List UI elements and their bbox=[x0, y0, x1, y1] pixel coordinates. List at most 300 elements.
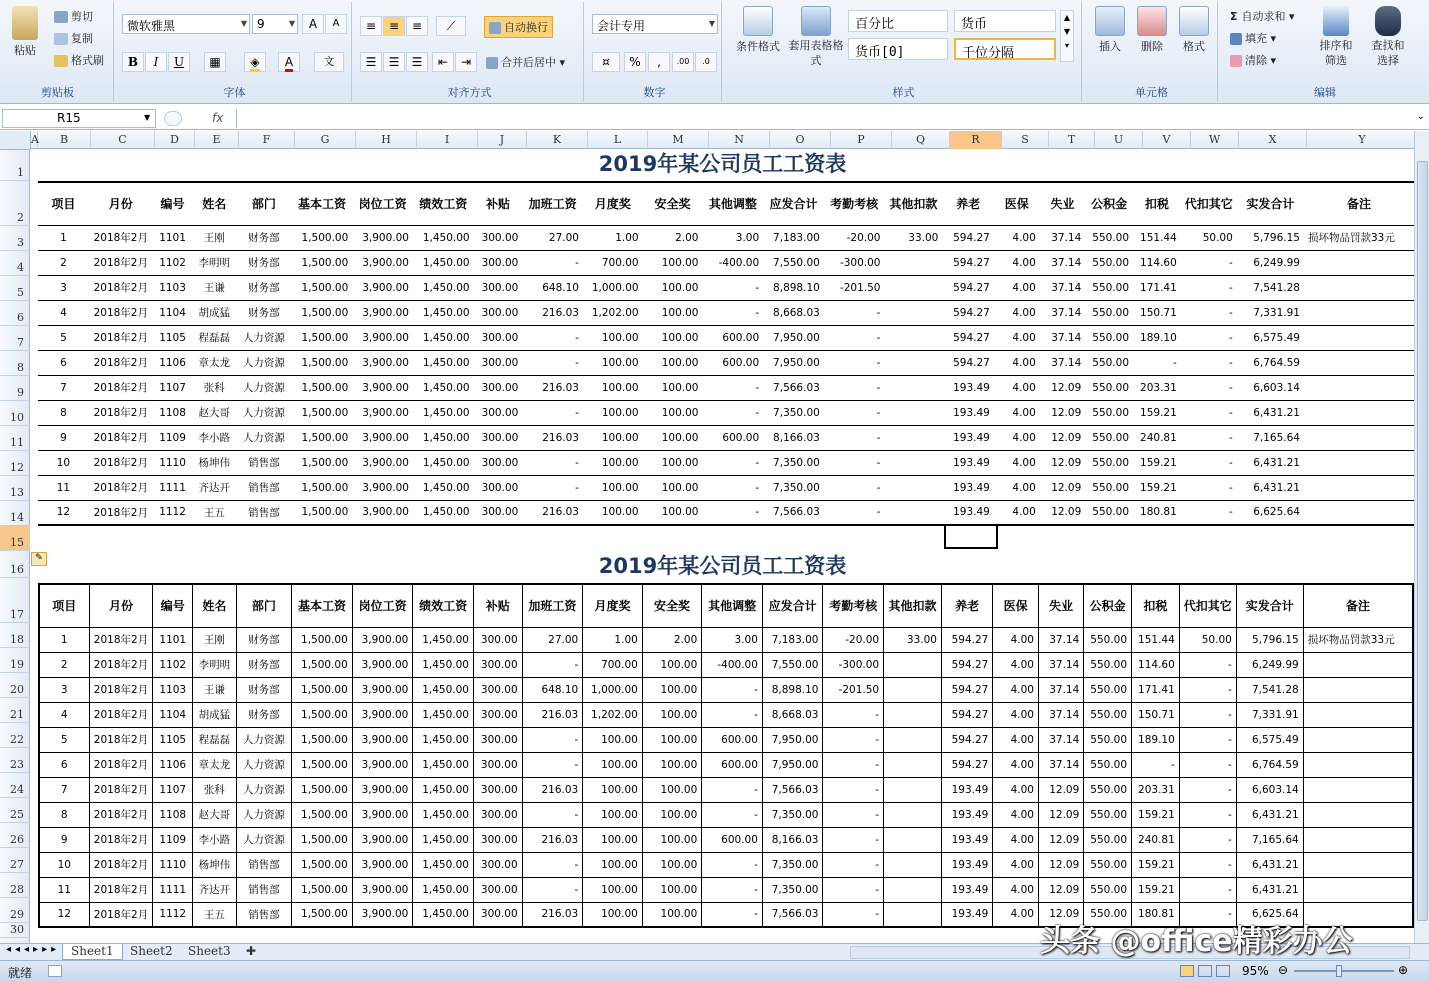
table-cell[interactable]: 159.21 bbox=[1132, 877, 1180, 902]
row-header-8[interactable]: 8 bbox=[0, 351, 30, 376]
column-header-t[interactable]: T bbox=[1049, 131, 1095, 149]
table-cell[interactable]: 100.00 bbox=[642, 702, 701, 727]
table-cell[interactable]: 2018年2月 bbox=[89, 877, 153, 902]
table-cell[interactable]: 594.27 bbox=[942, 325, 994, 350]
table-cell[interactable]: 6,575.49 bbox=[1236, 727, 1303, 752]
table-cell[interactable]: 4.00 bbox=[994, 450, 1040, 475]
table-cell[interactable]: -201.50 bbox=[824, 275, 885, 300]
table-cell[interactable]: 300.00 bbox=[473, 902, 522, 927]
grow-font-button[interactable]: A bbox=[302, 14, 324, 34]
format-painter-button[interactable]: 格式刷 bbox=[54, 52, 104, 68]
column-heading[interactable]: 考勤考核 bbox=[824, 182, 885, 225]
table-cell[interactable]: 3,900.00 bbox=[352, 877, 413, 902]
table-cell[interactable]: 1104 bbox=[153, 702, 193, 727]
row-header-22[interactable]: 22 bbox=[0, 723, 30, 748]
table-cell[interactable]: - bbox=[522, 877, 583, 902]
table-cell[interactable]: 193.49 bbox=[941, 827, 992, 852]
table-cell[interactable]: 李小路 bbox=[192, 425, 236, 450]
table-cell[interactable]: 杨坤伟 bbox=[192, 450, 236, 475]
table-cell[interactable]: 159.21 bbox=[1133, 475, 1181, 500]
table-cell[interactable]: 2018年2月 bbox=[89, 325, 153, 350]
column-heading[interactable]: 安全奖 bbox=[643, 182, 703, 225]
table-cell[interactable]: 300.00 bbox=[473, 677, 522, 702]
table-cell[interactable] bbox=[1303, 752, 1413, 777]
table-cell[interactable]: 594.27 bbox=[942, 275, 994, 300]
row-header-28[interactable]: 28 bbox=[0, 873, 30, 898]
table-cell[interactable]: 3.00 bbox=[702, 627, 763, 652]
table-cell[interactable]: 550.00 bbox=[1085, 450, 1133, 475]
formula-input[interactable] bbox=[236, 109, 1412, 128]
table-cell[interactable]: 100.00 bbox=[583, 400, 643, 425]
table-cell[interactable]: 7,950.00 bbox=[763, 325, 824, 350]
table-cell[interactable]: - bbox=[703, 500, 764, 525]
table-cell[interactable]: 1,450.00 bbox=[413, 752, 474, 777]
table-cell[interactable]: 100.00 bbox=[643, 425, 703, 450]
table-cell[interactable]: 150.71 bbox=[1133, 300, 1181, 325]
table-cell[interactable]: 人力资源 bbox=[236, 400, 292, 425]
table-cell[interactable]: 2018年2月 bbox=[89, 852, 153, 877]
table-cell[interactable]: 550.00 bbox=[1085, 350, 1133, 375]
column-heading[interactable]: 补贴 bbox=[474, 182, 523, 225]
table-cell[interactable]: 550.00 bbox=[1085, 225, 1133, 250]
table-cell[interactable]: 7,350.00 bbox=[762, 877, 823, 902]
table-cell[interactable] bbox=[884, 375, 942, 400]
table-cell[interactable]: 550.00 bbox=[1085, 400, 1133, 425]
table-cell[interactable]: 1,500.00 bbox=[292, 752, 353, 777]
table-cell[interactable]: 216.03 bbox=[522, 300, 583, 325]
table-cell[interactable]: 2018年2月 bbox=[89, 225, 153, 250]
column-heading[interactable]: 安全奖 bbox=[642, 584, 701, 627]
table-cell[interactable]: 12 bbox=[38, 500, 89, 525]
table-cell[interactable]: 1,450.00 bbox=[413, 475, 474, 500]
table-cell[interactable]: 人力资源 bbox=[236, 727, 292, 752]
table-cell[interactable]: 27.00 bbox=[522, 627, 583, 652]
table-cell[interactable]: 300.00 bbox=[474, 325, 523, 350]
column-heading[interactable]: 岗位工资 bbox=[352, 182, 413, 225]
table-cell[interactable]: 100.00 bbox=[642, 902, 701, 927]
table-cell[interactable]: 100.00 bbox=[642, 727, 701, 752]
table-cell[interactable]: 3,900.00 bbox=[352, 777, 413, 802]
table-cell[interactable]: 37.14 bbox=[1040, 225, 1085, 250]
table-cell[interactable]: 2 bbox=[38, 250, 89, 275]
table-cell[interactable]: 594.27 bbox=[942, 225, 994, 250]
table-cell[interactable]: 300.00 bbox=[474, 350, 523, 375]
table-cell[interactable]: 1102 bbox=[153, 652, 193, 677]
view-layout-icon[interactable] bbox=[1198, 965, 1212, 977]
table-cell[interactable]: - bbox=[1179, 827, 1236, 852]
table-cell[interactable]: 100.00 bbox=[642, 852, 701, 877]
namebox-dropdown-icon[interactable]: ▼ bbox=[144, 113, 151, 122]
phonetic-button[interactable]: 文 bbox=[314, 52, 344, 72]
table-cell[interactable]: 1,500.00 bbox=[292, 877, 353, 902]
style-currency[interactable]: 货币 bbox=[954, 10, 1056, 32]
column-header-o[interactable]: O bbox=[770, 131, 831, 149]
table-cell[interactable]: - bbox=[522, 752, 583, 777]
table-cell[interactable]: 100.00 bbox=[643, 250, 703, 275]
table-cell[interactable]: - bbox=[1132, 752, 1180, 777]
column-heading[interactable]: 姓名 bbox=[192, 182, 236, 225]
column-header-j[interactable]: J bbox=[478, 131, 527, 149]
table-cell[interactable]: 1105 bbox=[153, 325, 193, 350]
table-cell[interactable]: 6,575.49 bbox=[1237, 325, 1304, 350]
row-header-17[interactable]: 17 bbox=[0, 578, 30, 623]
table-cell[interactable] bbox=[1304, 500, 1414, 525]
table-cell[interactable]: 1104 bbox=[153, 300, 193, 325]
table-cell[interactable]: 2018年2月 bbox=[89, 275, 153, 300]
column-heading[interactable]: 公积金 bbox=[1084, 584, 1132, 627]
table-cell[interactable]: 193.49 bbox=[942, 500, 994, 525]
table-cell[interactable] bbox=[1303, 852, 1413, 877]
table-cell[interactable]: 550.00 bbox=[1084, 777, 1132, 802]
table-cell[interactable]: 6,431.21 bbox=[1236, 877, 1303, 902]
table-cell[interactable]: 2018年2月 bbox=[89, 677, 153, 702]
table-cell[interactable]: 550.00 bbox=[1085, 500, 1133, 525]
sort-filter-button[interactable]: 排序和筛选 bbox=[1316, 6, 1356, 68]
table-cell[interactable]: 594.27 bbox=[942, 300, 994, 325]
table-cell[interactable]: - bbox=[1179, 902, 1236, 927]
row-header-9[interactable]: 9 bbox=[0, 376, 30, 401]
table-cell[interactable]: 37.14 bbox=[1040, 325, 1085, 350]
table-cell[interactable]: 100.00 bbox=[583, 852, 643, 877]
table-cell[interactable]: 180.81 bbox=[1132, 902, 1180, 927]
table-cell[interactable]: 193.49 bbox=[942, 375, 994, 400]
table-cell[interactable] bbox=[1303, 727, 1413, 752]
table-cell[interactable]: 程磊磊 bbox=[192, 325, 236, 350]
table-cell[interactable]: 7,183.00 bbox=[763, 225, 824, 250]
table-cell[interactable]: 648.10 bbox=[522, 677, 583, 702]
border-button[interactable] bbox=[204, 52, 226, 72]
style-currency-0[interactable]: 货币[0] bbox=[848, 38, 948, 60]
table-cell[interactable]: 7,550.00 bbox=[762, 652, 823, 677]
row-header-24[interactable]: 24 bbox=[0, 773, 30, 798]
table-cell[interactable]: - bbox=[1181, 325, 1237, 350]
table-cell[interactable]: -201.50 bbox=[823, 677, 884, 702]
table-cell[interactable]: 3,900.00 bbox=[352, 300, 413, 325]
table-cell[interactable]: 648.10 bbox=[522, 275, 583, 300]
table-cell[interactable]: 胡成猛 bbox=[193, 702, 237, 727]
wrap-text-button[interactable]: 自动换行 bbox=[484, 16, 553, 38]
table-cell[interactable]: 赵大哥 bbox=[192, 400, 236, 425]
table-cell[interactable]: 1108 bbox=[153, 802, 193, 827]
table-cell[interactable]: - bbox=[1181, 400, 1237, 425]
row-header-21[interactable]: 21 bbox=[0, 698, 30, 723]
table-cell[interactable]: - bbox=[522, 852, 583, 877]
table-cell[interactable] bbox=[1304, 350, 1414, 375]
table-cell[interactable]: 100.00 bbox=[643, 325, 703, 350]
row-header-3[interactable]: 3 bbox=[0, 226, 30, 251]
table-cell[interactable]: - bbox=[823, 777, 884, 802]
table-cell[interactable]: 550.00 bbox=[1084, 702, 1132, 727]
table-cell[interactable]: 37.14 bbox=[1038, 727, 1083, 752]
table-cell[interactable] bbox=[884, 300, 942, 325]
table-cell[interactable]: - bbox=[1181, 300, 1237, 325]
table-cell[interactable]: 4.00 bbox=[994, 300, 1040, 325]
vertical-scroll-thumb[interactable] bbox=[1417, 161, 1428, 921]
column-heading[interactable]: 实发合计 bbox=[1236, 584, 1303, 627]
table-cell[interactable]: - bbox=[1179, 777, 1236, 802]
table-cell[interactable]: - bbox=[824, 300, 885, 325]
table-cell[interactable]: 550.00 bbox=[1084, 677, 1132, 702]
table-cell[interactable]: 8,898.10 bbox=[762, 677, 823, 702]
accounting-format-button[interactable] bbox=[592, 52, 620, 72]
table-cell[interactable]: 销售部 bbox=[236, 450, 292, 475]
table-cell[interactable]: 1,450.00 bbox=[413, 902, 474, 927]
table-cell[interactable]: - bbox=[823, 852, 884, 877]
table-cell[interactable]: 1110 bbox=[153, 852, 193, 877]
table-cell[interactable]: 财务部 bbox=[236, 225, 292, 250]
table-cell[interactable]: 销售部 bbox=[236, 852, 292, 877]
table-cell[interactable]: 6,603.14 bbox=[1236, 777, 1303, 802]
table-cell[interactable]: 300.00 bbox=[474, 225, 523, 250]
table-cell[interactable]: 100.00 bbox=[643, 375, 703, 400]
table-cell[interactable]: 2018年2月 bbox=[89, 652, 153, 677]
table-cell[interactable]: 1,450.00 bbox=[413, 877, 474, 902]
column-header-d[interactable]: D bbox=[155, 131, 195, 149]
table-cell[interactable]: 1106 bbox=[153, 350, 193, 375]
table-cell[interactable]: 4.00 bbox=[993, 902, 1039, 927]
column-header-a[interactable]: A bbox=[31, 131, 38, 149]
table-cell[interactable]: 300.00 bbox=[474, 250, 523, 275]
table-cell[interactable] bbox=[884, 275, 942, 300]
table-cell[interactable]: 财务部 bbox=[236, 300, 292, 325]
table-cell[interactable]: 550.00 bbox=[1085, 325, 1133, 350]
table-cell[interactable]: 8,166.03 bbox=[763, 425, 824, 450]
table-cell[interactable]: 2018年2月 bbox=[89, 475, 153, 500]
table-cell[interactable] bbox=[884, 500, 942, 525]
table-cell[interactable] bbox=[1304, 300, 1414, 325]
table-cell[interactable]: 216.03 bbox=[522, 827, 583, 852]
table-cell[interactable]: 550.00 bbox=[1084, 852, 1132, 877]
table-cell[interactable]: 7,331.91 bbox=[1237, 300, 1304, 325]
font-size-combo[interactable]: 9 ▼ bbox=[252, 14, 298, 34]
align-left-button[interactable] bbox=[360, 52, 382, 72]
column-header-l[interactable]: L bbox=[588, 131, 648, 149]
paste-button[interactable]: 粘贴 bbox=[8, 6, 42, 58]
table-cell[interactable]: - bbox=[1179, 802, 1236, 827]
table-cell[interactable]: - bbox=[522, 652, 583, 677]
table-cell[interactable]: 财务部 bbox=[236, 702, 292, 727]
table-cell[interactable]: 6,625.64 bbox=[1237, 500, 1304, 525]
table-cell[interactable]: 3,900.00 bbox=[352, 400, 413, 425]
copy-button[interactable]: 复制 bbox=[54, 30, 93, 46]
table-cell[interactable]: - bbox=[702, 877, 763, 902]
cell-format-button[interactable]: 格式 bbox=[1176, 6, 1212, 54]
table-cell[interactable]: 2018年2月 bbox=[89, 802, 153, 827]
table-cell[interactable]: 100.00 bbox=[642, 802, 701, 827]
table-cell[interactable]: 1,450.00 bbox=[413, 827, 474, 852]
table-cell[interactable]: 300.00 bbox=[473, 627, 522, 652]
table-cell[interactable] bbox=[884, 777, 942, 802]
table-cell[interactable] bbox=[1303, 777, 1413, 802]
table-cell[interactable]: 159.21 bbox=[1132, 852, 1180, 877]
table-cell[interactable]: - bbox=[702, 802, 763, 827]
table-cell[interactable]: 594.27 bbox=[941, 702, 992, 727]
paste-options-icon[interactable]: ✎ bbox=[31, 552, 47, 566]
table-cell[interactable]: 300.00 bbox=[473, 652, 522, 677]
table-cell[interactable]: - bbox=[1133, 350, 1181, 375]
table-cell[interactable]: 550.00 bbox=[1084, 727, 1132, 752]
table-cell[interactable] bbox=[884, 852, 942, 877]
table-cell[interactable]: 300.00 bbox=[473, 827, 522, 852]
table-cell[interactable]: 2018年2月 bbox=[89, 425, 153, 450]
table-cell[interactable]: 人力资源 bbox=[236, 827, 292, 852]
table-cell[interactable]: 600.00 bbox=[703, 325, 764, 350]
table-cell[interactable]: 114.60 bbox=[1133, 250, 1181, 275]
table-cell[interactable]: 3,900.00 bbox=[352, 702, 413, 727]
column-heading[interactable]: 绩效工资 bbox=[413, 584, 474, 627]
table-cell[interactable]: 2018年2月 bbox=[89, 450, 153, 475]
table-cell[interactable]: 损坏物品罚款33元 bbox=[1304, 225, 1414, 250]
table-cell[interactable]: 1,450.00 bbox=[413, 325, 474, 350]
row-header-19[interactable]: 19 bbox=[0, 648, 30, 673]
column-heading[interactable]: 养老 bbox=[942, 182, 994, 225]
table-cell[interactable] bbox=[1304, 450, 1414, 475]
table-cell[interactable]: 人力资源 bbox=[236, 752, 292, 777]
table-cell[interactable]: 3,900.00 bbox=[352, 225, 413, 250]
table-cell[interactable] bbox=[884, 350, 942, 375]
table-cell[interactable]: 4 bbox=[38, 300, 89, 325]
table-cell[interactable]: 8 bbox=[39, 802, 89, 827]
table-cell[interactable]: 6,431.21 bbox=[1236, 852, 1303, 877]
table-cell[interactable]: 7,331.91 bbox=[1236, 702, 1303, 727]
table-cell[interactable]: 550.00 bbox=[1084, 627, 1132, 652]
table-cell[interactable]: 300.00 bbox=[474, 275, 523, 300]
row-header-10[interactable]: 10 bbox=[0, 401, 30, 426]
bold-button[interactable]: B bbox=[122, 52, 144, 72]
table-cell[interactable] bbox=[884, 400, 942, 425]
find-select-button[interactable]: 查找和选择 bbox=[1368, 6, 1408, 68]
table-cell[interactable]: 300.00 bbox=[474, 400, 523, 425]
table-cell[interactable]: 8 bbox=[38, 400, 89, 425]
table-cell[interactable]: 1109 bbox=[153, 827, 193, 852]
table-cell[interactable] bbox=[884, 877, 942, 902]
table-cell[interactable]: 1.00 bbox=[583, 225, 643, 250]
table-cell[interactable]: - bbox=[1181, 250, 1237, 275]
table-cell[interactable]: - bbox=[823, 902, 884, 927]
column-header-p[interactable]: P bbox=[831, 131, 892, 149]
table-cell[interactable]: - bbox=[1181, 475, 1237, 500]
column-heading[interactable]: 其他调整 bbox=[702, 584, 763, 627]
table-cell[interactable]: 550.00 bbox=[1085, 375, 1133, 400]
table-cell[interactable]: 37.14 bbox=[1040, 300, 1085, 325]
table-cell[interactable] bbox=[1303, 877, 1413, 902]
table-cell[interactable]: 4.00 bbox=[993, 652, 1039, 677]
table-cell[interactable]: 6,603.14 bbox=[1237, 375, 1304, 400]
row-header-5[interactable]: 5 bbox=[0, 276, 30, 301]
table-cell[interactable]: 1.00 bbox=[583, 627, 643, 652]
table-cell[interactable]: 财务部 bbox=[236, 652, 292, 677]
table-cell[interactable]: 1,500.00 bbox=[292, 225, 353, 250]
table-cell[interactable]: 100.00 bbox=[642, 752, 701, 777]
column-header-n[interactable]: N bbox=[709, 131, 770, 149]
table-cell[interactable]: 12.09 bbox=[1040, 450, 1085, 475]
table-cell[interactable]: 财务部 bbox=[236, 275, 292, 300]
table-cell[interactable]: 12.09 bbox=[1038, 777, 1083, 802]
row-header-20[interactable]: 20 bbox=[0, 673, 30, 698]
column-heading[interactable]: 绩效工资 bbox=[413, 182, 474, 225]
table-cell[interactable]: - bbox=[1181, 450, 1237, 475]
table-cell[interactable]: 4.00 bbox=[993, 752, 1039, 777]
table-cell[interactable]: 销售部 bbox=[236, 475, 292, 500]
table-cell[interactable]: 100.00 bbox=[583, 500, 643, 525]
table-cell[interactable]: 1,450.00 bbox=[413, 350, 474, 375]
table-cell[interactable]: 100.00 bbox=[642, 777, 701, 802]
conditional-format-button[interactable]: 条件格式 bbox=[730, 6, 786, 54]
table-cell[interactable]: 550.00 bbox=[1084, 877, 1132, 902]
table-cell[interactable]: 3,900.00 bbox=[352, 902, 413, 927]
table-cell[interactable]: 6,625.64 bbox=[1236, 902, 1303, 927]
table-cell[interactable]: 37.14 bbox=[1040, 350, 1085, 375]
table-cell[interactable]: 193.49 bbox=[941, 777, 992, 802]
table-cell[interactable]: 2018年2月 bbox=[89, 702, 153, 727]
table-cell[interactable]: 100.00 bbox=[643, 275, 703, 300]
table-cell[interactable]: 7,165.64 bbox=[1237, 425, 1304, 450]
column-heading[interactable]: 养老 bbox=[941, 584, 992, 627]
table-cell[interactable]: -20.00 bbox=[824, 225, 885, 250]
table-cell[interactable]: 7,183.00 bbox=[762, 627, 823, 652]
table-cell[interactable]: 1101 bbox=[153, 225, 193, 250]
table-cell[interactable]: - bbox=[522, 450, 583, 475]
table-cell[interactable]: 1,500.00 bbox=[292, 375, 353, 400]
table-cell[interactable]: 人力资源 bbox=[236, 802, 292, 827]
table-cell[interactable]: 203.31 bbox=[1133, 375, 1181, 400]
table-cell[interactable]: 1103 bbox=[153, 677, 193, 702]
table-cell[interactable]: 12.09 bbox=[1040, 475, 1085, 500]
table-cell[interactable]: - bbox=[824, 375, 885, 400]
table-cell[interactable]: -400.00 bbox=[703, 250, 764, 275]
table-cell[interactable]: 594.27 bbox=[941, 627, 992, 652]
table-cell[interactable]: 594.27 bbox=[942, 350, 994, 375]
style-comma[interactable]: 千位分隔 bbox=[954, 38, 1056, 60]
table-cell[interactable]: 11 bbox=[38, 475, 89, 500]
table-cell[interactable]: 7,165.64 bbox=[1236, 827, 1303, 852]
table-cell[interactable]: 王谦 bbox=[193, 677, 237, 702]
column-header-k[interactable]: K bbox=[527, 131, 588, 149]
table-cell[interactable]: 人力资源 bbox=[236, 350, 292, 375]
column-header-y[interactable]: Y bbox=[1307, 131, 1418, 149]
row-header-18[interactable]: 18 bbox=[0, 623, 30, 648]
table-cell[interactable]: 1106 bbox=[153, 752, 193, 777]
table-cell[interactable]: 100.00 bbox=[643, 350, 703, 375]
table-cell[interactable] bbox=[884, 450, 942, 475]
table-cell[interactable]: 李明明 bbox=[193, 652, 237, 677]
table-cell[interactable]: 100.00 bbox=[583, 450, 643, 475]
table-cell[interactable]: 章太龙 bbox=[192, 350, 236, 375]
column-heading[interactable]: 失业 bbox=[1038, 584, 1083, 627]
table-cell[interactable]: 1112 bbox=[153, 902, 193, 927]
table-cell[interactable]: 3,900.00 bbox=[352, 425, 413, 450]
table-cell[interactable]: 3,900.00 bbox=[352, 325, 413, 350]
row-header-12[interactable]: 12 bbox=[0, 451, 30, 476]
table-cell[interactable]: 100.00 bbox=[583, 902, 643, 927]
column-heading[interactable]: 失业 bbox=[1040, 182, 1085, 225]
table-cell[interactable]: 3,900.00 bbox=[352, 827, 413, 852]
table-cell[interactable]: 27.00 bbox=[522, 225, 583, 250]
table-cell[interactable]: 7,950.00 bbox=[763, 350, 824, 375]
table-cell[interactable]: 300.00 bbox=[473, 802, 522, 827]
table-cell[interactable]: 7,550.00 bbox=[763, 250, 824, 275]
table-cell[interactable]: 4.00 bbox=[994, 500, 1040, 525]
column-heading[interactable]: 月度奖 bbox=[583, 584, 643, 627]
row-header-14[interactable]: 14 bbox=[0, 501, 30, 526]
table-cell[interactable]: - bbox=[1179, 727, 1236, 752]
table-cell[interactable]: 销售部 bbox=[236, 902, 292, 927]
table-cell[interactable]: 1,500.00 bbox=[292, 852, 353, 877]
table-cell[interactable] bbox=[1303, 802, 1413, 827]
table-cell[interactable]: 损坏物品罚款33元 bbox=[1303, 627, 1413, 652]
table-cell[interactable] bbox=[884, 652, 942, 677]
cut-button[interactable]: 剪切 bbox=[54, 8, 93, 24]
